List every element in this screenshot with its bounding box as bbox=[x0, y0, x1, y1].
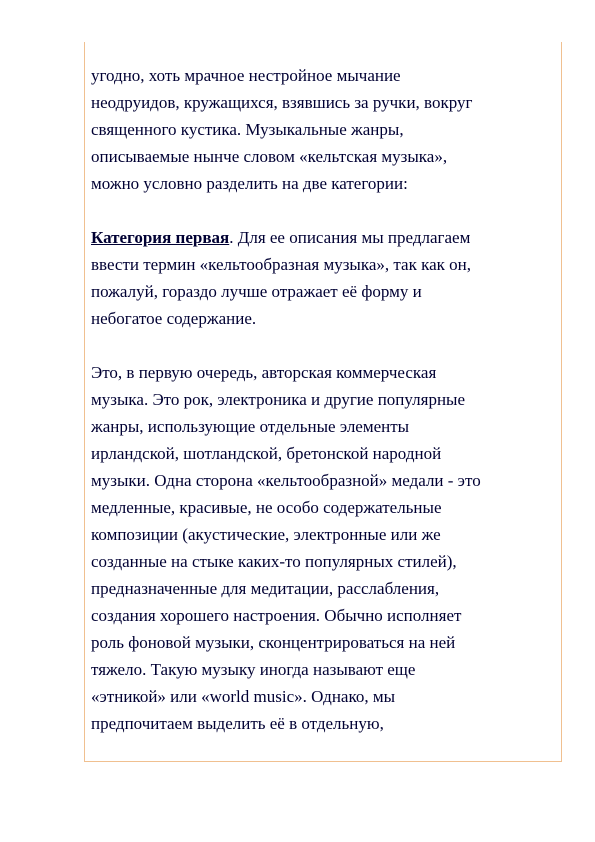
text-line: медленные, красивые, не особо содержательные bbox=[91, 498, 442, 517]
text-line: ирландской, шотландской, бретонской народной bbox=[91, 444, 442, 463]
text-run: . Для ее описания мы предлагаем bbox=[229, 228, 471, 247]
text-line: можно условно разделить на две категории: bbox=[91, 174, 408, 193]
text-line: неодруидов, кружащихся, взявшись за ручки, вокруг bbox=[91, 93, 473, 112]
text-line: священного кустика. Музыкальные жанры, bbox=[91, 120, 404, 139]
text-line: предназначенные для медитации, расслабления, bbox=[91, 579, 440, 598]
text-line: жанры, использующие отдельные элементы bbox=[91, 417, 410, 436]
paragraph-spacer bbox=[91, 332, 561, 359]
paragraph-intro bbox=[91, 62, 561, 197]
paragraph-description bbox=[91, 359, 561, 737]
text-line: композиции (акустические, электронные или же bbox=[91, 525, 441, 544]
text-line: созданные на стыке каких-то популярных стилей), bbox=[91, 552, 457, 571]
text-line: Это, в первую очередь, авторская коммерческая bbox=[91, 363, 437, 382]
paragraph-category-one bbox=[91, 224, 561, 332]
text-line: роль фоновой музыки, сконцентрироваться на ней bbox=[91, 633, 456, 652]
text-line: угодно, хоть мрачное нестройное мычание bbox=[91, 66, 401, 85]
text-line: тяжело. Такую музыку иногда называют еще bbox=[91, 660, 416, 679]
document-body bbox=[91, 62, 561, 737]
paragraph-spacer bbox=[91, 197, 561, 224]
category-heading: Категория первая bbox=[91, 228, 230, 247]
text-line: небогатое содержание. bbox=[91, 309, 257, 328]
text-line: создания хорошего настроения. Обычно исполняет bbox=[91, 606, 462, 625]
text-line: ввести термин «кельтообразная музыка», так как он, bbox=[91, 255, 472, 274]
text-line: описываемые нынче словом «кельтская музыка», bbox=[91, 147, 448, 166]
text-line: музыки. Одна сторона «кельтообразной» медали - это bbox=[91, 471, 481, 490]
text-line: пожалуй, гораздо лучше отражает её форму и bbox=[91, 282, 422, 301]
text-line: музыка. Это рок, электроника и другие популярные bbox=[91, 390, 466, 409]
text-line: «этникой» или «world music». Однако, мы bbox=[91, 687, 396, 706]
text-line: предпочитаем выделить её в отдельную, bbox=[91, 714, 384, 733]
text-line bbox=[91, 224, 561, 251]
